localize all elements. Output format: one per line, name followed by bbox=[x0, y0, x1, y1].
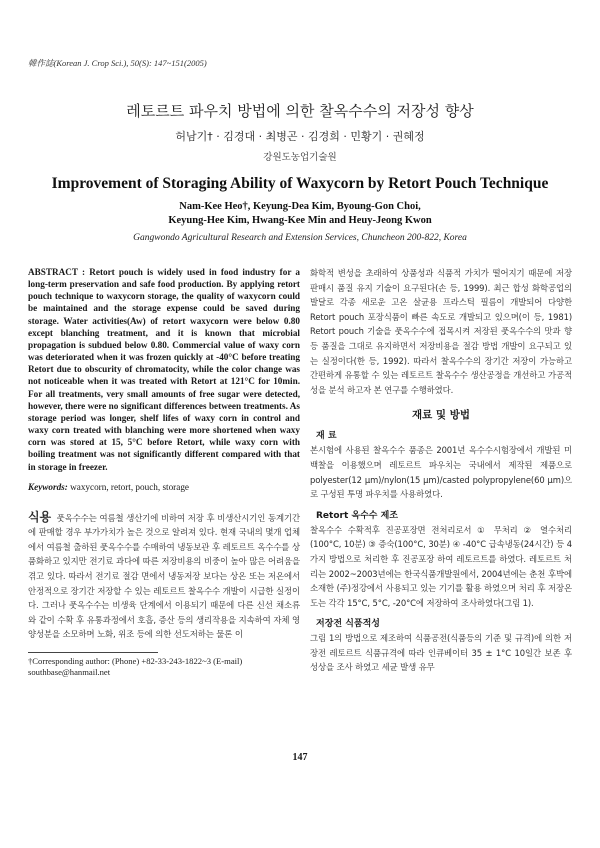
retort-corn-paragraph: 찰옥수수 수확적후 진공포장면 전처리로서 ① 무처리 ② 열수처리(100°C, 10분) ③ 증숙(100°C, 30분) ④ -40°C 급속냉동(24시간) 등 4가지 방법으로 처리한 후 진공포장 하여 레토르트를 하였다. 레토르트 처리는 2002~2003년에는 한국식품개발원에서, 2004년에는 춘천 후박에 소재한 (주)정강에서 사용되고 있는 기기를 활용 하였으며 처리 후 저장온도는 각각 15°C, 5°C, -20°C에 저장하여 조사하였다(그림 1). bbox=[310, 524, 572, 608]
materials-paragraph: 본시험에 사용된 찰옥수수 품종은 2001년 옥수수시험장에서 개발된 미백찰을 이용했으며 레토르트 파우치는 국내에서 제작된 제품으로 polyester(12 μm)/nylon(15 μm)/casted polypropylene(60 μm)으로 구성된 투명 파우치를 사용하였다. bbox=[310, 445, 572, 500]
keywords-text: waxycorn, retort, pouch, storage bbox=[67, 481, 189, 492]
introduction-paragraph bbox=[28, 510, 300, 642]
introduction-continued: 화학적 변성을 초래하여 상품성과 식품적 가치가 떨어지기 때문에 저장 판매시 품질 유지 기술이 요구된다(손 등, 1999). 최근 합성 화학공업의 발달로 각종 새로운 고온 살균용 프라스틱 필름이 개발되어 다양한 Retort pouch 포장식품이 빠른 속도로 개발되고 있으며(이 등, 1981) Retort pouch 기술을 풋옥수수에 접목시켜 저장된 풋옥수수의 맛과 향 등 품질을 그대로 유지하면서 저장비용을 절감 방법 개발이 요구되고 있는 실정이다(한 등, 1992). 따라서 찰옥수수의 장기간 저장이 가능하고 간편하게 유통할 수 있는 레토르트 찰옥수수 생산공정을 개선하고 가공적성을 분석 하고자 본 연구를 수행하였다. bbox=[310, 268, 572, 395]
english-authors bbox=[0, 200, 600, 228]
right-column bbox=[310, 266, 572, 675]
keywords-label: Keywords: bbox=[28, 481, 68, 492]
english-affiliation: Gangwondo Agricultural Research and Extension Services, Chuncheon 200-822, Korea bbox=[133, 233, 467, 243]
english-authors-line-1: Nam-Kee Heo†, Keyung-Dea Kim, Byoung-Gon Choi, bbox=[179, 201, 421, 212]
korean-title: 레토르트 파우치 방법에 의한 찰옥수수의 저장성 향상 bbox=[126, 102, 474, 120]
introduction bbox=[28, 510, 300, 642]
page-number: 147 bbox=[292, 752, 308, 763]
pre-storage-subheading: 저장전 식품적성 bbox=[316, 619, 380, 630]
keywords bbox=[28, 482, 300, 492]
pre-storage-paragraph: 그림 1의 방법으로 제조하여 식품공전(식품등의 기준 및 규격)에 의한 저장전 레토르트 식품규격에 따라 인큐베이터 35 ± 1°C 10일간 보존 후 성상을 조사 하였고 세균 발생 유무 bbox=[310, 633, 572, 673]
journal-citation: 韓作誌(Korean J. Crop Sci.), 50(S): 147~151(2005) bbox=[28, 58, 207, 68]
retort-corn-subheading: Retort 옥수수 제조 bbox=[316, 510, 398, 521]
korean-affiliation: 강원도농업기술원 bbox=[263, 152, 337, 163]
materials-methods-heading: 재료 및 방법 bbox=[411, 409, 471, 422]
english-title: Improvement of Storaging Ability of Waxycorn by Retort Pouch Technique bbox=[51, 175, 549, 192]
abstract: ABSTRACT : Retort pouch is widely used in food industry for a long-term preservation and safe food production. By applying retort pouch technique to waxycorn storage, the quality of waxycorn could be maintained and the storage expense could be saved during storage. Water activities(Aw) of retort waxycorn were below 0.80 except blanching treatment, and it is known that microbial propagation is subdued below 0.80. Commercial value of waxy corn was deteriorated when it was frozen quickly at -40°C before treating Retort due to obscurity of chromatocity, while the color change was not noticeable when it was treated with Retort at 121°C for 10min. For all treatments, very small amounts of free sugar were detected, however, there were no significant differences between treatments. As storage period was longer, shelf lifes of waxy corn in control and waxy corn treated with blanching were more shortened when waxy corn was stored at 15, 5°C before Retort, while waxy corn with boiling treatment was not significantly different compared with that in storage in freezer. bbox=[28, 267, 300, 472]
english-authors-line-2: Keyung-Hee Kim, Hwang-Kee Min and Heuy-Jeong Kwon bbox=[168, 215, 432, 226]
introduction-text: 풋옥수수는 여름철 생산기에 비하여 저장 후 비생산시기인 동계기간에 판매할 경우 부가가치가 높은 것으로 알려져 있다. 현재 국내의 몇개 업체에서 여름철 출하된 풋옥수수를 수매하여 냉동보관 후 레토르트 옥수수를 상품화하고 있지만 전기료 과다에 따른 저장비용의 비중이 높아 많은 어려움을 겪고 있다. 따라서 전기료 절감 면에서 냉동저장 보다는 상온 또는 저온에서 안정적으로 장기간 저장할 수 있는 레토르트 찰옥수수 개발이 시급한 실정이다. 그러나 풋옥수수는 비생육 단계에서 이용되기 때문에 다른 신선 채소류와 같이 수확 후 유통과정에서 호흡, 증산 등의 생리작용을 지속하여 자체 영양성분을 소모하며 노화, 위조 등에 의한 선도저하는 물론 이 bbox=[28, 512, 300, 640]
materials-subheading: 재 료 bbox=[316, 431, 337, 442]
korean-authors: 허남기† · 김경대 · 최병곤 · 김경희 · 민황기 · 권혜정 bbox=[175, 130, 425, 143]
corresponding-author-footnote: †Corresponding author: (Phone) +82-33-243-1822~3 (E-mail) southbase@hanmail.net bbox=[28, 656, 243, 677]
introduction-heading: 식용 bbox=[28, 509, 51, 524]
footnote-divider bbox=[28, 652, 158, 653]
left-column bbox=[28, 266, 300, 678]
